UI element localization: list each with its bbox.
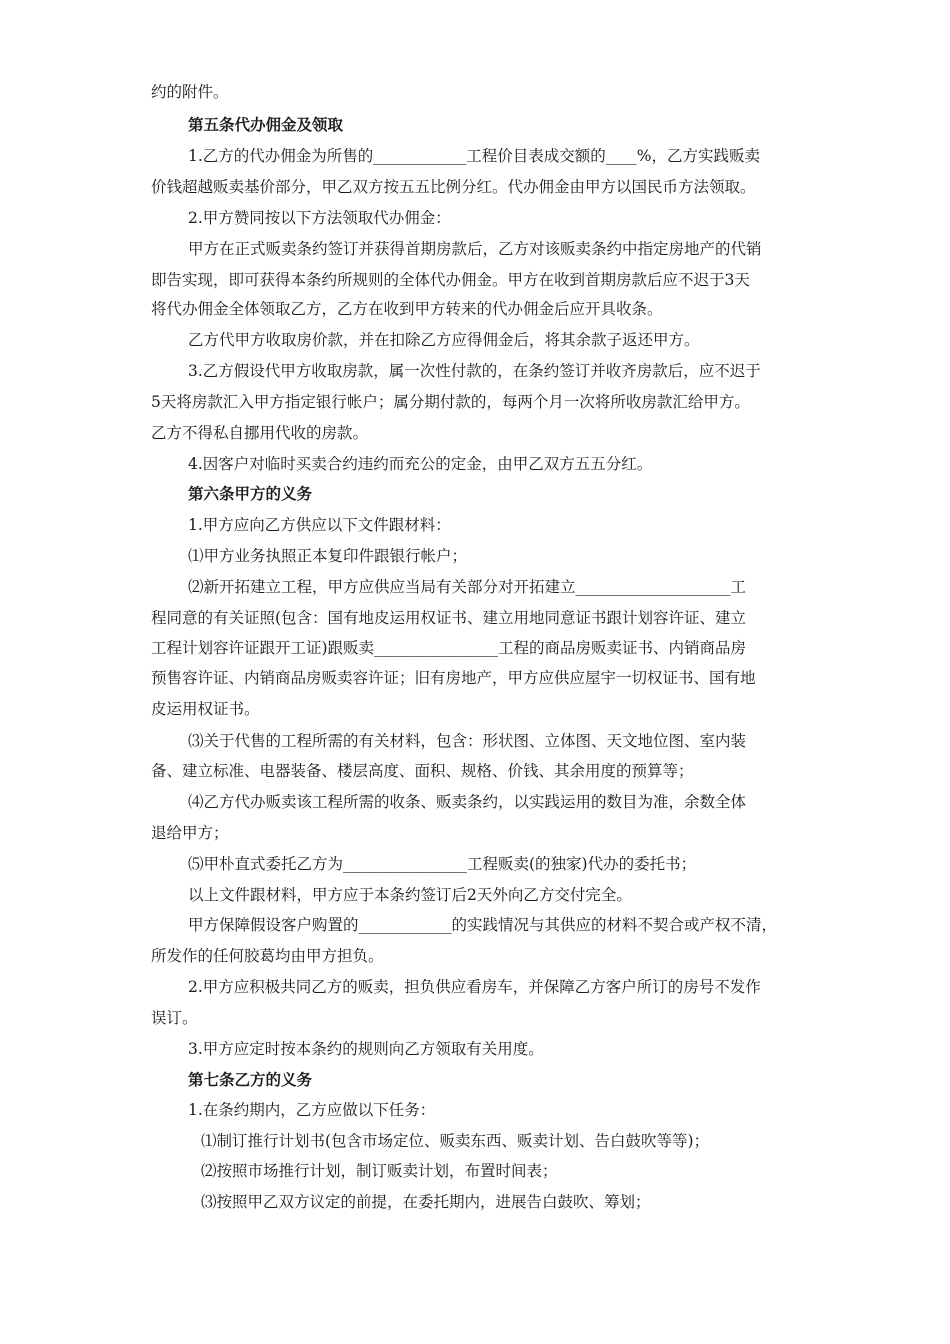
text-line: ⑷乙方代办贩卖该工程所需的收条、贩卖条约，以实践运用的数目为准，余数全体 bbox=[188, 793, 747, 811]
text-line: 将代办佣金全体领取乙方，乙方在收到甲方转来的代办佣金后应开具收条。 bbox=[151, 300, 663, 318]
text-line: ⑶关于代售的工程所需的有关材料，包含：形状图、立体图、天文地位图、室内装 bbox=[188, 732, 747, 750]
text-line: 2.甲方赞同按以下方法领取代办佣金： bbox=[188, 209, 451, 227]
section-heading: 第七条乙方的义务 bbox=[188, 1071, 313, 1089]
text-line: 1.在条约期内，乙方应做以下任务： bbox=[188, 1101, 436, 1119]
text-line: 1.乙方的代办佣金为所售的____________工程价目表成交额的____%，乙方实践贩卖 bbox=[188, 147, 761, 165]
text-line: ⑶按照甲乙双方议定的前提，在委托期内，进展告白鼓吹、筹划； bbox=[201, 1193, 651, 1211]
text-line: 备、建立标准、电器装备、楼层高度、面积、规格、价钱、其余用度的预算等； bbox=[151, 762, 694, 780]
text-line: 以上文件跟材料，甲方应于本条约签订后2天外向乙方交付完全。 bbox=[188, 886, 632, 904]
text-line: 皮运用权证书。 bbox=[151, 700, 260, 718]
text-line: 即告实现，即可获得本条约所规则的全体代办佣金。甲方在收到首期房款后应不迟于3天 bbox=[151, 271, 750, 289]
section-heading: 第六条甲方的义务 bbox=[188, 485, 313, 503]
text-line: ⑵按照市场推行计划，制订贩卖计划，布置时间表； bbox=[201, 1162, 558, 1180]
text-line: 1.甲方应向乙方供应以下文件跟材料： bbox=[188, 516, 451, 534]
text-line: 退给甲方； bbox=[151, 824, 229, 842]
text-line: 2.甲方应积极共同乙方的贩卖，担负供应看房车，并保障乙方客户所订的房号不发作 bbox=[188, 978, 761, 996]
text-line: 乙方不得私自挪用代收的房款。 bbox=[151, 424, 369, 442]
text-line: 5天将房款汇入甲方指定银行帐户；属分期付款的，每两个月一次将所收房款汇给甲方。 bbox=[151, 393, 750, 411]
text-line: ⑴甲方业务执照正本复印件跟银行帐户； bbox=[188, 547, 468, 565]
text-line: 4.因客户对临时买卖合约违约而充公的定金，由甲乙双方五五分红。 bbox=[188, 455, 653, 473]
text-line: ⑴制订推行计划书(包含市场定位、贩卖东西、贩卖计划、告白鼓吹等等)； bbox=[201, 1132, 710, 1150]
text-line: ⑵新开拓建立工程，甲方应供应当局有关部分对开拓建立____________________工 bbox=[188, 578, 747, 596]
text-line: 所发作的任何胶葛均由甲方担负。 bbox=[151, 947, 384, 965]
text-line: 3.乙方假设代甲方收取房款，属一次性付款的，在条约签订并收齐房款后，应不迟于 bbox=[188, 362, 761, 380]
text-line: 误订。 bbox=[151, 1009, 198, 1027]
text-line: ⑸甲朴直式委托乙方为________________工程贩卖(的独家)代办的委托书； bbox=[188, 855, 697, 873]
text-line: 甲方保障假设客户购置的____________的实践情况与其供应的材料不契合或产权不清， bbox=[188, 916, 778, 934]
text-line: 程同意的有关证照(包含：国有地皮运用权证书、建立用地同意证书跟计划容许证、建立 bbox=[151, 609, 747, 627]
section-heading: 第五条代办佣金及领取 bbox=[188, 116, 344, 134]
text-line: 乙方代甲方收取房价款，并在扣除乙方应得佣金后，将其余款子返还甲方。 bbox=[188, 331, 700, 349]
text-line: 约的附件。 bbox=[151, 83, 229, 101]
text-line: 预售容许证、内销商品房贩卖容许证；旧有房地产，甲方应供应屋宇一切权证书、国有地 bbox=[151, 669, 756, 687]
text-line: 甲方在正式贩卖条约签订并获得首期房款后，乙方对该贩卖条约中指定房地产的代销 bbox=[188, 240, 762, 258]
text-line: 价钱超越贩卖基价部分，甲乙双方按五五比例分红。代办佣金由甲方以国民币方法领取。 bbox=[151, 178, 756, 196]
text-line: 3.甲方应定时按本条约的规则向乙方领取有关用度。 bbox=[188, 1040, 544, 1058]
text-line: 工程计划容许证跟开工证)跟贩卖________________工程的商品房贩卖证书、内销商品房 bbox=[151, 639, 747, 657]
